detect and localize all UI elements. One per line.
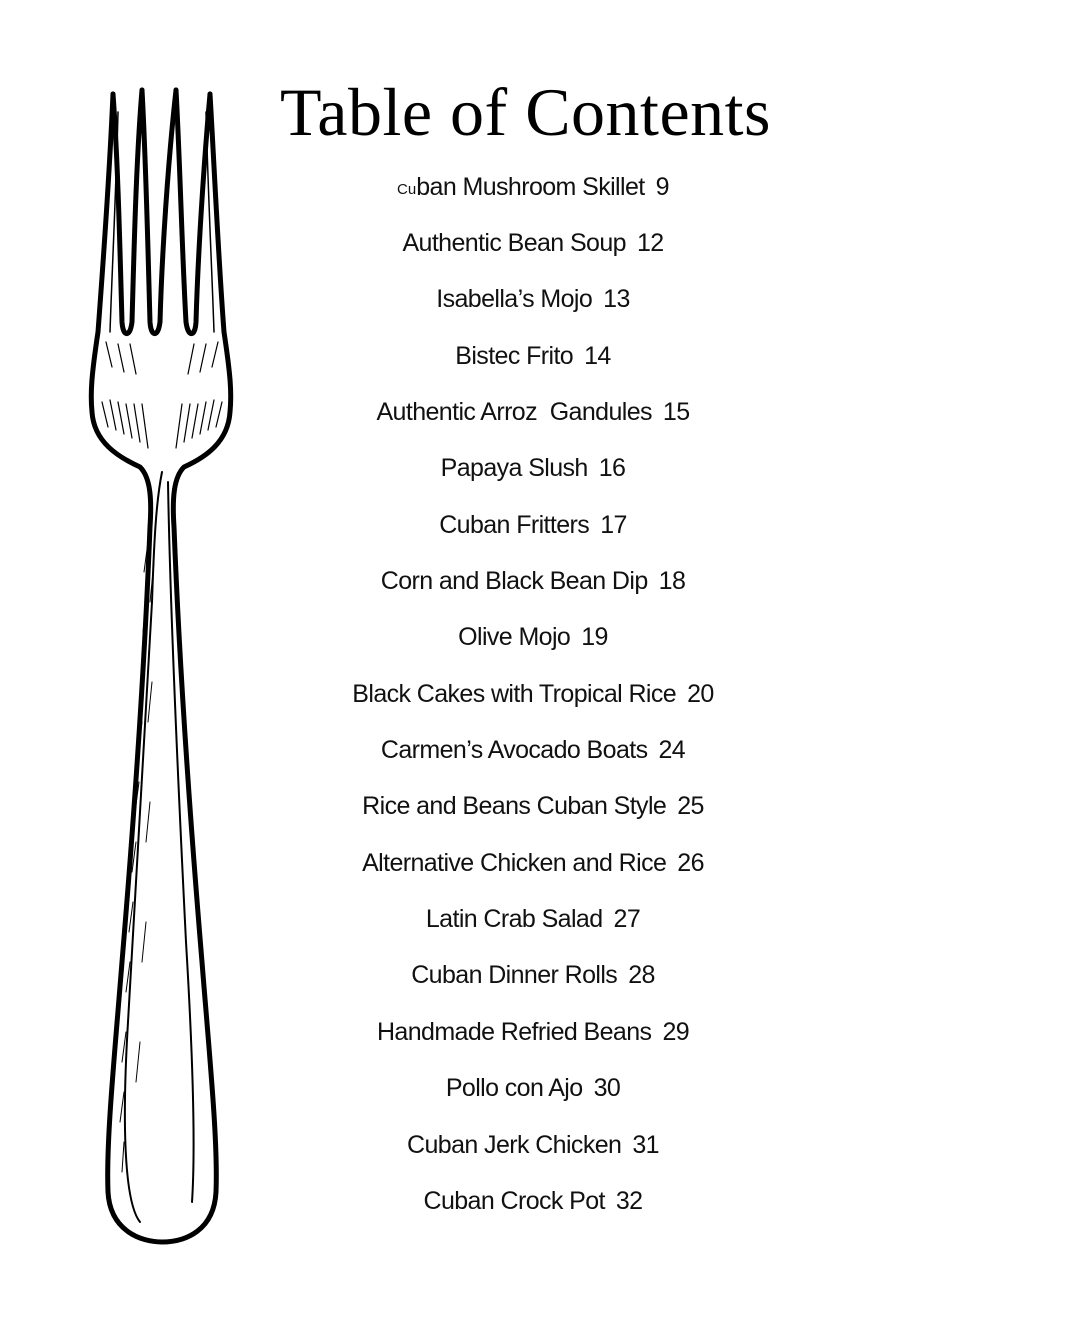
toc-entry [290, 159, 776, 215]
toc-entry-title: Bistec Frito [455, 341, 574, 370]
fork-illustration [78, 82, 246, 1250]
toc-entry-page-number: 29 [662, 1017, 690, 1046]
toc-entry-title: Pollo con Ajo [445, 1074, 583, 1103]
toc-entry-page-number: 30 [593, 1074, 621, 1103]
toc-entry-page-number: 18 [658, 567, 686, 596]
toc-entry-page-number: 24 [658, 736, 686, 765]
toc-entry [290, 835, 776, 891]
toc-entry-page-number: 25 [677, 792, 704, 821]
toc-entry-page-number: 12 [636, 229, 664, 258]
toc-entry-page-number: 17 [600, 510, 627, 539]
toc-entry-title: Handmade Refried Beans [376, 1017, 652, 1046]
toc-entry-title: Latin Crab Salad [425, 905, 603, 934]
toc-entry-title: Rice and Beans Cuban Style [362, 792, 667, 821]
toc-entry [290, 497, 776, 553]
toc-entry-title: Cuban Jerk Chicken [407, 1130, 622, 1159]
toc-entry [290, 272, 776, 328]
toc-entry-title: Authentic Arroz Gandules [376, 398, 652, 427]
toc-entry [290, 1004, 776, 1060]
toc-entry-title: Cuban Dinner Rolls [411, 961, 618, 990]
toc-entry [290, 722, 776, 778]
toc-entry [290, 384, 776, 440]
toc-entry-page-number: 26 [677, 848, 704, 877]
toc-entry-title: Authentic Bean Soup [402, 229, 626, 258]
toc-entry-page-number: 27 [613, 905, 641, 934]
toc-entry-title: Alternative Chicken and Rice [362, 848, 667, 877]
toc-entry-title: Black Cakes with Tropical Rice [352, 679, 677, 708]
toc-entry [290, 215, 776, 271]
page-title: Table of Contents [280, 74, 771, 150]
toc-entry [290, 610, 776, 666]
toc-entry-page-number: 32 [615, 1186, 643, 1215]
toc-entry-title: Papaya Slush [440, 454, 588, 483]
toc-entry-title: Olive Mojo [458, 623, 571, 652]
toc-entry-page-number: 20 [687, 679, 714, 708]
toc-entry-prefix: Cu [397, 181, 417, 199]
toc-entry [290, 1061, 776, 1117]
toc-entry-page-number: 9 [655, 172, 669, 201]
toc-entry-page-number: 14 [584, 341, 611, 370]
toc-entry [290, 666, 776, 722]
toc-entry-page-number: 13 [603, 285, 630, 314]
toc-entry [290, 948, 776, 1004]
toc-entry-title: Carmen’s Avocado Boats [380, 736, 648, 765]
toc-entry-title: Isabella’s Mojo [436, 285, 593, 314]
toc-entry [290, 328, 776, 384]
toc-entry-page-number: 15 [662, 398, 690, 427]
toc-entry [290, 553, 776, 609]
toc-entry [290, 441, 776, 497]
toc-entry-page-number: 28 [628, 961, 655, 990]
toc-entry-page-number: 16 [598, 454, 626, 483]
toc-entry-title: Cuban Fritters [439, 510, 590, 539]
toc-entry-title: Corn and Black Bean Dip [380, 567, 648, 596]
toc-entry [290, 779, 776, 835]
toc-entry-page-number: 19 [581, 623, 608, 652]
toc-entry [290, 1117, 776, 1173]
toc-entry-title: Cuban Crock Pot [423, 1186, 605, 1215]
toc-entry [290, 1173, 776, 1229]
toc-entry-page-number: 31 [632, 1130, 659, 1159]
table-of-contents [290, 159, 776, 1230]
toc-entry-title: ban Mushroom Skillet [416, 172, 645, 201]
toc-entry [290, 891, 776, 947]
